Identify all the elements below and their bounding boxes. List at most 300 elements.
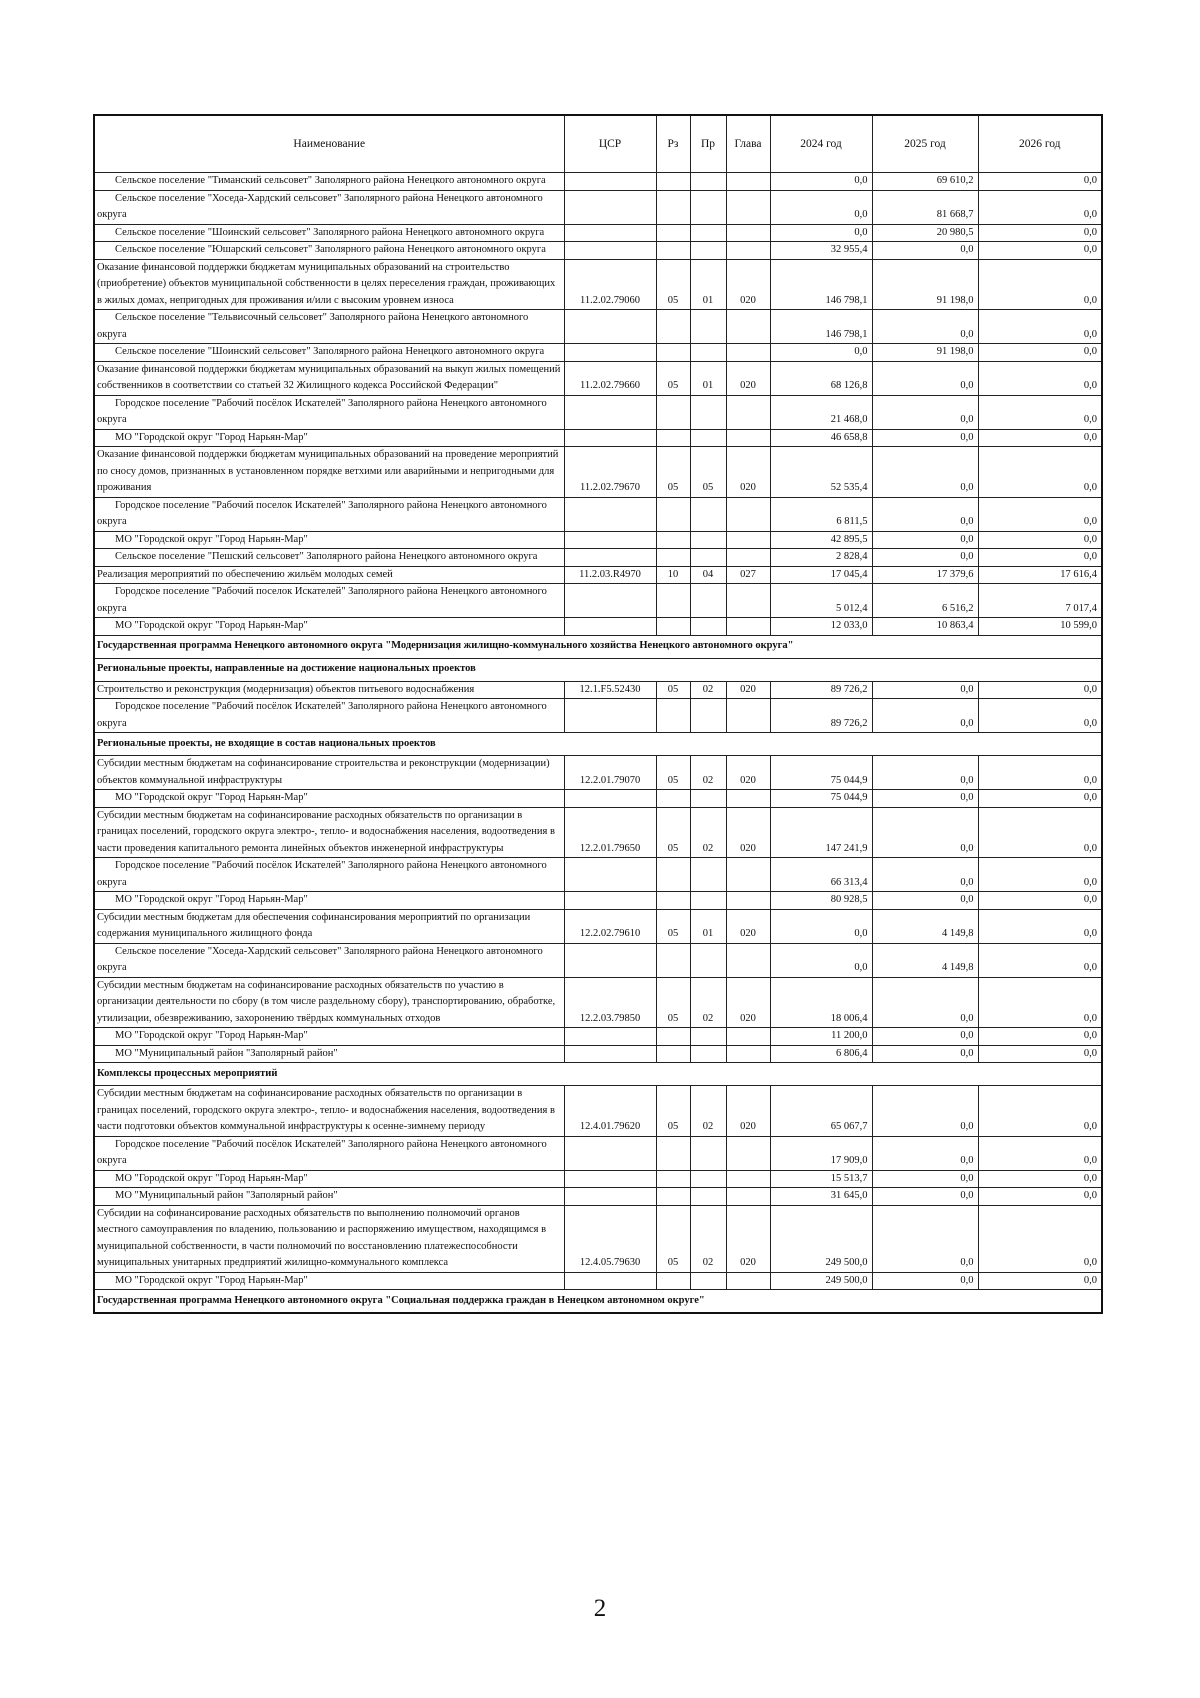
cell-2024: 0,0 bbox=[770, 909, 872, 943]
cell-2024: 11 200,0 bbox=[770, 1028, 872, 1046]
cell-rz: 05 bbox=[656, 447, 690, 498]
cell-glava: 020 bbox=[726, 447, 770, 498]
cell-2024: 249 500,0 bbox=[770, 1205, 872, 1272]
cell-2025: 0,0 bbox=[872, 681, 978, 699]
table-row bbox=[94, 1170, 1102, 1188]
cell-2024: 0,0 bbox=[770, 224, 872, 242]
cell-rz bbox=[656, 1028, 690, 1046]
cell-name: Городское поселение "Рабочий поселок Искателей" Заполярного района Ненецкого автономного округа bbox=[94, 497, 564, 531]
cell-name: Сельское поселение "Тельвисочный сельсовет" Заполярного района Ненецкого автономного округа bbox=[94, 310, 564, 344]
cell-csr: 12.2.02.79610 bbox=[564, 909, 656, 943]
cell-rz bbox=[656, 699, 690, 733]
section-heading: Государственная программа Ненецкого автономного округа "Модернизация жилищно-коммунального хозяйства Ненецкого автономного округа" bbox=[94, 635, 1102, 658]
cell-glava bbox=[726, 943, 770, 977]
col-header-rz: Рз bbox=[656, 115, 690, 173]
cell-rz: 05 bbox=[656, 977, 690, 1028]
table-row bbox=[94, 173, 1102, 191]
cell-rz bbox=[656, 549, 690, 567]
cell-csr bbox=[564, 395, 656, 429]
cell-2024: 75 044,9 bbox=[770, 756, 872, 790]
cell-rz bbox=[656, 943, 690, 977]
cell-2025: 0,0 bbox=[872, 1045, 978, 1063]
cell-pr bbox=[690, 310, 726, 344]
cell-name: Сельское поселение "Пешский сельсовет" Заполярного района Ненецкого автономного округа bbox=[94, 549, 564, 567]
cell-glava: 020 bbox=[726, 756, 770, 790]
cell-name: Реализация мероприятий по обеспечению жильём молодых семей bbox=[94, 566, 564, 584]
table-row bbox=[94, 361, 1102, 395]
cell-2024: 249 500,0 bbox=[770, 1272, 872, 1290]
cell-name: Сельское поселение "Шоинский сельсовет" Заполярного района Ненецкого автономного округа bbox=[94, 224, 564, 242]
cell-rz bbox=[656, 892, 690, 910]
cell-glava: 020 bbox=[726, 977, 770, 1028]
cell-2024: 0,0 bbox=[770, 344, 872, 362]
cell-glava: 020 bbox=[726, 681, 770, 699]
cell-name: Строительство и реконструкция (модернизация) объектов питьевого водоснабжения bbox=[94, 681, 564, 699]
table-row bbox=[94, 790, 1102, 808]
cell-2025: 0,0 bbox=[872, 807, 978, 858]
cell-2026: 0,0 bbox=[978, 549, 1102, 567]
cell-csr bbox=[564, 310, 656, 344]
cell-name: Субсидии на софинансирование расходных обязательств по выполнению полномочий органов местного самоуправления по владению, пользованию и распоряжению имуществом, находящимся в муниципальной собственности, в части полномочий по восстановлению платежеспособности муниципальных унитарных предприятий жилищно-коммунального комплекса bbox=[94, 1205, 564, 1272]
table-row bbox=[94, 395, 1102, 429]
budget-table-container bbox=[93, 114, 1101, 1314]
cell-2024: 6 811,5 bbox=[770, 497, 872, 531]
cell-name: Субсидии местным бюджетам на софинансирование расходных обязательств по организации в границах поселений, городского округа электро-, тепло- и водоснабжения населения, водоотведения в части проведения капитального ремонта линейных объектов инженерной инфраструктуры bbox=[94, 807, 564, 858]
cell-rz bbox=[656, 497, 690, 531]
cell-name: Оказание финансовой поддержки бюджетам муниципальных образований на строительство (приобретение) объектов муниципальной собственности в целях переселения граждан, проживающих в жилых домах, непригодных для проживания и/или с высоким уровнем износа bbox=[94, 259, 564, 310]
cell-2024: 42 895,5 bbox=[770, 531, 872, 549]
cell-2024: 80 928,5 bbox=[770, 892, 872, 910]
cell-2024: 17 909,0 bbox=[770, 1136, 872, 1170]
cell-2025: 91 198,0 bbox=[872, 259, 978, 310]
table-row bbox=[94, 1272, 1102, 1290]
cell-rz: 05 bbox=[656, 909, 690, 943]
cell-csr bbox=[564, 1188, 656, 1206]
table-row bbox=[94, 549, 1102, 567]
cell-2024: 17 045,4 bbox=[770, 566, 872, 584]
cell-2024: 146 798,1 bbox=[770, 310, 872, 344]
cell-pr bbox=[690, 1188, 726, 1206]
cell-csr: 12.1.F5.52430 bbox=[564, 681, 656, 699]
cell-2025: 0,0 bbox=[872, 242, 978, 260]
col-header-2024: 2024 год bbox=[770, 115, 872, 173]
cell-glava bbox=[726, 1188, 770, 1206]
cell-2025: 0,0 bbox=[872, 1205, 978, 1272]
cell-2026: 0,0 bbox=[978, 1205, 1102, 1272]
cell-csr bbox=[564, 1170, 656, 1188]
cell-2026: 0,0 bbox=[978, 395, 1102, 429]
cell-pr bbox=[690, 892, 726, 910]
cell-pr: 01 bbox=[690, 909, 726, 943]
table-row bbox=[94, 807, 1102, 858]
cell-glava bbox=[726, 858, 770, 892]
cell-csr: 11.2.02.79660 bbox=[564, 361, 656, 395]
cell-name: Сельское поселение "Хоседа-Хардский сельсовет" Заполярного района Ненецкого автономного округа bbox=[94, 943, 564, 977]
cell-2024: 146 798,1 bbox=[770, 259, 872, 310]
cell-csr: 12.4.01.79620 bbox=[564, 1086, 656, 1137]
col-header-2025: 2025 год bbox=[872, 115, 978, 173]
cell-rz: 05 bbox=[656, 807, 690, 858]
cell-pr bbox=[690, 224, 726, 242]
cell-pr bbox=[690, 190, 726, 224]
cell-rz: 05 bbox=[656, 259, 690, 310]
cell-name: Оказание финансовой поддержки бюджетам муниципальных образований на выкуп жилых помещений собственников в соответствии со статьей 32 Жилищного кодекса Российской Федерации" bbox=[94, 361, 564, 395]
table-row bbox=[94, 447, 1102, 498]
table-row bbox=[94, 259, 1102, 310]
cell-2025: 0,0 bbox=[872, 892, 978, 910]
cell-2025: 10 863,4 bbox=[872, 618, 978, 636]
cell-pr: 02 bbox=[690, 807, 726, 858]
cell-rz bbox=[656, 429, 690, 447]
budget-table bbox=[93, 114, 1103, 1314]
cell-rz bbox=[656, 173, 690, 191]
cell-2026: 0,0 bbox=[978, 531, 1102, 549]
cell-rz bbox=[656, 618, 690, 636]
cell-rz bbox=[656, 224, 690, 242]
cell-glava bbox=[726, 618, 770, 636]
cell-glava: 020 bbox=[726, 909, 770, 943]
cell-pr bbox=[690, 699, 726, 733]
cell-csr bbox=[564, 1028, 656, 1046]
cell-glava: 020 bbox=[726, 361, 770, 395]
cell-2025: 6 516,2 bbox=[872, 584, 978, 618]
cell-2025: 0,0 bbox=[872, 361, 978, 395]
cell-name: МО "Городской округ "Город Нарьян-Мар" bbox=[94, 1028, 564, 1046]
cell-name: Городское поселение "Рабочий посёлок Искателей" Заполярного района Ненецкого автономного округа bbox=[94, 699, 564, 733]
cell-rz: 05 bbox=[656, 756, 690, 790]
cell-pr bbox=[690, 549, 726, 567]
cell-2025: 4 149,8 bbox=[872, 909, 978, 943]
cell-pr: 02 bbox=[690, 1205, 726, 1272]
table-row bbox=[94, 190, 1102, 224]
cell-2026: 0,0 bbox=[978, 977, 1102, 1028]
cell-glava: 020 bbox=[726, 807, 770, 858]
cell-2026: 0,0 bbox=[978, 1136, 1102, 1170]
table-body bbox=[94, 173, 1102, 1314]
cell-2024: 32 955,4 bbox=[770, 242, 872, 260]
cell-2026: 0,0 bbox=[978, 497, 1102, 531]
table-row bbox=[94, 1028, 1102, 1046]
table-row bbox=[94, 566, 1102, 584]
cell-pr bbox=[690, 531, 726, 549]
col-header-name: Наименование bbox=[94, 115, 564, 173]
cell-pr bbox=[690, 584, 726, 618]
cell-2024: 46 658,8 bbox=[770, 429, 872, 447]
table-row bbox=[94, 1045, 1102, 1063]
cell-2026: 0,0 bbox=[978, 447, 1102, 498]
cell-csr bbox=[564, 190, 656, 224]
cell-glava bbox=[726, 242, 770, 260]
cell-glava bbox=[726, 344, 770, 362]
cell-csr bbox=[564, 858, 656, 892]
cell-csr bbox=[564, 549, 656, 567]
cell-glava bbox=[726, 224, 770, 242]
section-heading: Региональные проекты, не входящие в состав национальных проектов bbox=[94, 733, 1102, 756]
cell-rz bbox=[656, 1045, 690, 1063]
cell-pr: 01 bbox=[690, 259, 726, 310]
cell-csr bbox=[564, 699, 656, 733]
table-row bbox=[94, 909, 1102, 943]
col-header-glava: Глава bbox=[726, 115, 770, 173]
cell-pr bbox=[690, 943, 726, 977]
cell-2026: 0,0 bbox=[978, 1188, 1102, 1206]
col-header-csr: ЦСР bbox=[564, 115, 656, 173]
cell-pr bbox=[690, 618, 726, 636]
cell-glava bbox=[726, 1028, 770, 1046]
table-row bbox=[94, 1086, 1102, 1137]
cell-glava bbox=[726, 584, 770, 618]
cell-csr bbox=[564, 1136, 656, 1170]
cell-2024: 6 806,4 bbox=[770, 1045, 872, 1063]
cell-2026: 0,0 bbox=[978, 807, 1102, 858]
cell-csr bbox=[564, 1272, 656, 1290]
cell-2025: 0,0 bbox=[872, 858, 978, 892]
section-heading-row bbox=[94, 635, 1102, 658]
cell-2026: 0,0 bbox=[978, 790, 1102, 808]
cell-csr: 12.2.01.79650 bbox=[564, 807, 656, 858]
cell-2026: 0,0 bbox=[978, 310, 1102, 344]
cell-glava bbox=[726, 892, 770, 910]
cell-pr: 05 bbox=[690, 447, 726, 498]
cell-2025: 0,0 bbox=[872, 1170, 978, 1188]
cell-2024: 75 044,9 bbox=[770, 790, 872, 808]
cell-csr bbox=[564, 242, 656, 260]
cell-rz: 10 bbox=[656, 566, 690, 584]
cell-glava bbox=[726, 429, 770, 447]
cell-csr bbox=[564, 1045, 656, 1063]
cell-2025: 0,0 bbox=[872, 1188, 978, 1206]
cell-2026: 0,0 bbox=[978, 909, 1102, 943]
cell-csr bbox=[564, 943, 656, 977]
cell-2026: 0,0 bbox=[978, 242, 1102, 260]
cell-name: МО "Городской округ "Город Нарьян-Мар" bbox=[94, 790, 564, 808]
table-row bbox=[94, 892, 1102, 910]
section-heading-row bbox=[94, 1290, 1102, 1314]
cell-pr bbox=[690, 858, 726, 892]
cell-2025: 0,0 bbox=[872, 790, 978, 808]
cell-2026: 0,0 bbox=[978, 429, 1102, 447]
table-row bbox=[94, 242, 1102, 260]
cell-rz: 05 bbox=[656, 1086, 690, 1137]
cell-pr bbox=[690, 173, 726, 191]
cell-glava: 020 bbox=[726, 259, 770, 310]
cell-2026: 0,0 bbox=[978, 1170, 1102, 1188]
cell-2025: 91 198,0 bbox=[872, 344, 978, 362]
cell-2025: 20 980,5 bbox=[872, 224, 978, 242]
cell-rz bbox=[656, 1272, 690, 1290]
cell-rz bbox=[656, 190, 690, 224]
cell-2026: 0,0 bbox=[978, 858, 1102, 892]
cell-pr bbox=[690, 1272, 726, 1290]
cell-2024: 65 067,7 bbox=[770, 1086, 872, 1137]
cell-name: МО "Городской округ "Город Нарьян-Мар" bbox=[94, 892, 564, 910]
cell-csr: 12.4.05.79630 bbox=[564, 1205, 656, 1272]
cell-glava bbox=[726, 190, 770, 224]
cell-rz bbox=[656, 242, 690, 260]
cell-2024: 0,0 bbox=[770, 173, 872, 191]
cell-name: МО "Городской округ "Город Нарьян-Мар" bbox=[94, 1170, 564, 1188]
cell-csr bbox=[564, 344, 656, 362]
cell-glava bbox=[726, 790, 770, 808]
cell-2026: 0,0 bbox=[978, 259, 1102, 310]
cell-pr: 02 bbox=[690, 756, 726, 790]
cell-2026: 0,0 bbox=[978, 1045, 1102, 1063]
table-row bbox=[94, 858, 1102, 892]
section-heading: Комплексы процессных мероприятий bbox=[94, 1063, 1102, 1086]
col-header-2026: 2026 год bbox=[978, 115, 1102, 173]
cell-glava bbox=[726, 497, 770, 531]
cell-2026: 7 017,4 bbox=[978, 584, 1102, 618]
cell-pr bbox=[690, 1028, 726, 1046]
cell-2025: 0,0 bbox=[872, 1136, 978, 1170]
cell-2025: 0,0 bbox=[872, 1028, 978, 1046]
cell-2026: 0,0 bbox=[978, 1272, 1102, 1290]
cell-glava bbox=[726, 173, 770, 191]
cell-csr bbox=[564, 429, 656, 447]
cell-rz: 05 bbox=[656, 1205, 690, 1272]
cell-glava bbox=[726, 1170, 770, 1188]
cell-pr bbox=[690, 1170, 726, 1188]
cell-rz bbox=[656, 531, 690, 549]
section-heading-row bbox=[94, 1063, 1102, 1086]
cell-2026: 10 599,0 bbox=[978, 618, 1102, 636]
table-row bbox=[94, 756, 1102, 790]
cell-pr: 02 bbox=[690, 977, 726, 1028]
cell-glava bbox=[726, 531, 770, 549]
table-row bbox=[94, 681, 1102, 699]
table-row bbox=[94, 977, 1102, 1028]
cell-2025: 0,0 bbox=[872, 395, 978, 429]
cell-name: МО "Муниципальный район "Заполярный район" bbox=[94, 1045, 564, 1063]
cell-2026: 0,0 bbox=[978, 361, 1102, 395]
cell-csr bbox=[564, 790, 656, 808]
cell-2025: 0,0 bbox=[872, 531, 978, 549]
cell-name: Городское поселение "Рабочий посёлок Искателей" Заполярного района Ненецкого автономного округа bbox=[94, 1136, 564, 1170]
cell-csr: 11.2.02.79670 bbox=[564, 447, 656, 498]
page-number: 2 bbox=[593, 1595, 607, 1622]
cell-pr: 02 bbox=[690, 681, 726, 699]
cell-glava bbox=[726, 1136, 770, 1170]
cell-2025: 69 610,2 bbox=[872, 173, 978, 191]
cell-name: Сельское поселение "Хоседа-Хардский сельсовет" Заполярного района Ненецкого автономного округа bbox=[94, 190, 564, 224]
cell-2026: 0,0 bbox=[978, 224, 1102, 242]
cell-name: Городское поселение "Рабочий посёлок Искателей" Заполярного района Ненецкого автономного округа bbox=[94, 395, 564, 429]
cell-2026: 0,0 bbox=[978, 892, 1102, 910]
cell-rz bbox=[656, 395, 690, 429]
cell-2024: 2 828,4 bbox=[770, 549, 872, 567]
table-row bbox=[94, 618, 1102, 636]
cell-rz bbox=[656, 858, 690, 892]
cell-rz bbox=[656, 1170, 690, 1188]
cell-rz: 05 bbox=[656, 681, 690, 699]
cell-pr: 01 bbox=[690, 361, 726, 395]
cell-glava: 027 bbox=[726, 566, 770, 584]
cell-name: МО "Городской округ "Город Нарьян-Мар" bbox=[94, 531, 564, 549]
cell-csr bbox=[564, 618, 656, 636]
cell-name: МО "Городской округ "Город Нарьян-Мар" bbox=[94, 429, 564, 447]
table-row bbox=[94, 497, 1102, 531]
section-heading: Региональные проекты, направленные на достижение национальных проектов bbox=[94, 658, 1102, 681]
cell-csr: 12.2.03.79850 bbox=[564, 977, 656, 1028]
cell-2026: 0,0 bbox=[978, 681, 1102, 699]
cell-2025: 81 668,7 bbox=[872, 190, 978, 224]
col-header-pr: Пр bbox=[690, 115, 726, 173]
cell-2025: 0,0 bbox=[872, 699, 978, 733]
table-row bbox=[94, 429, 1102, 447]
cell-name: Сельское поселение "Шоинский сельсовет" Заполярного района Ненецкого автономного округа bbox=[94, 344, 564, 362]
cell-2026: 0,0 bbox=[978, 699, 1102, 733]
cell-2025: 17 379,6 bbox=[872, 566, 978, 584]
cell-2026: 0,0 bbox=[978, 344, 1102, 362]
cell-csr bbox=[564, 531, 656, 549]
cell-rz bbox=[656, 310, 690, 344]
cell-csr bbox=[564, 497, 656, 531]
cell-glava: 020 bbox=[726, 1086, 770, 1137]
cell-glava: 020 bbox=[726, 1205, 770, 1272]
cell-2025: 0,0 bbox=[872, 310, 978, 344]
cell-name: Городское поселение "Рабочий посёлок Искателей" Заполярного района Ненецкого автономного округа bbox=[94, 858, 564, 892]
table-row bbox=[94, 310, 1102, 344]
cell-rz: 05 bbox=[656, 361, 690, 395]
cell-2025: 0,0 bbox=[872, 1272, 978, 1290]
cell-2024: 89 726,2 bbox=[770, 699, 872, 733]
cell-2025: 0,0 bbox=[872, 977, 978, 1028]
cell-2024: 52 535,4 bbox=[770, 447, 872, 498]
cell-2024: 21 468,0 bbox=[770, 395, 872, 429]
cell-2026: 0,0 bbox=[978, 1028, 1102, 1046]
cell-pr bbox=[690, 1136, 726, 1170]
cell-rz bbox=[656, 344, 690, 362]
cell-csr: 12.2.01.79070 bbox=[564, 756, 656, 790]
table-row bbox=[94, 1205, 1102, 1272]
cell-2024: 147 241,9 bbox=[770, 807, 872, 858]
cell-2026: 0,0 bbox=[978, 173, 1102, 191]
cell-2026: 0,0 bbox=[978, 1086, 1102, 1137]
cell-pr bbox=[690, 429, 726, 447]
cell-glava bbox=[726, 395, 770, 429]
cell-pr bbox=[690, 497, 726, 531]
cell-csr bbox=[564, 224, 656, 242]
cell-pr bbox=[690, 344, 726, 362]
cell-glava bbox=[726, 310, 770, 344]
cell-2026: 17 616,4 bbox=[978, 566, 1102, 584]
cell-2025: 0,0 bbox=[872, 1086, 978, 1137]
cell-name: МО "Городской округ "Город Нарьян-Мар" bbox=[94, 618, 564, 636]
cell-name: Оказание финансовой поддержки бюджетам муниципальных образований на проведение мероприятий по сносу домов, признанных в установленном порядке ветхими или аварийными и непригодными для проживания bbox=[94, 447, 564, 498]
section-heading: Государственная программа Ненецкого автономного округа "Социальная поддержка граждан в Ненецком автономном округе" bbox=[94, 1290, 1102, 1314]
cell-name: Субсидии местным бюджетам на софинансирование расходных обязательств по участию в организации деятельности по сбору (в том числе раздельному сбору), транспортированию, обработке, утилизации, обезвреживанию, захоронению твёрдых коммунальных отходов bbox=[94, 977, 564, 1028]
cell-rz bbox=[656, 584, 690, 618]
cell-pr: 04 bbox=[690, 566, 726, 584]
cell-2025: 0,0 bbox=[872, 429, 978, 447]
section-heading-row bbox=[94, 733, 1102, 756]
cell-2026: 0,0 bbox=[978, 756, 1102, 790]
cell-pr bbox=[690, 790, 726, 808]
section-heading-row bbox=[94, 658, 1102, 681]
cell-glava bbox=[726, 549, 770, 567]
cell-2024: 12 033,0 bbox=[770, 618, 872, 636]
table-row bbox=[94, 943, 1102, 977]
cell-rz bbox=[656, 790, 690, 808]
cell-pr bbox=[690, 395, 726, 429]
cell-glava bbox=[726, 699, 770, 733]
cell-2024: 15 513,7 bbox=[770, 1170, 872, 1188]
cell-rz bbox=[656, 1136, 690, 1170]
cell-name: Субсидии местным бюджетам для обеспечения софинансирования мероприятий по организации содержания муниципального жилищного фонда bbox=[94, 909, 564, 943]
cell-2024: 66 313,4 bbox=[770, 858, 872, 892]
cell-name: Субсидии местным бюджетам на софинансирование строительства и реконструкции (модернизации) объектов коммунальной инфраструктуры bbox=[94, 756, 564, 790]
cell-2025: 4 149,8 bbox=[872, 943, 978, 977]
